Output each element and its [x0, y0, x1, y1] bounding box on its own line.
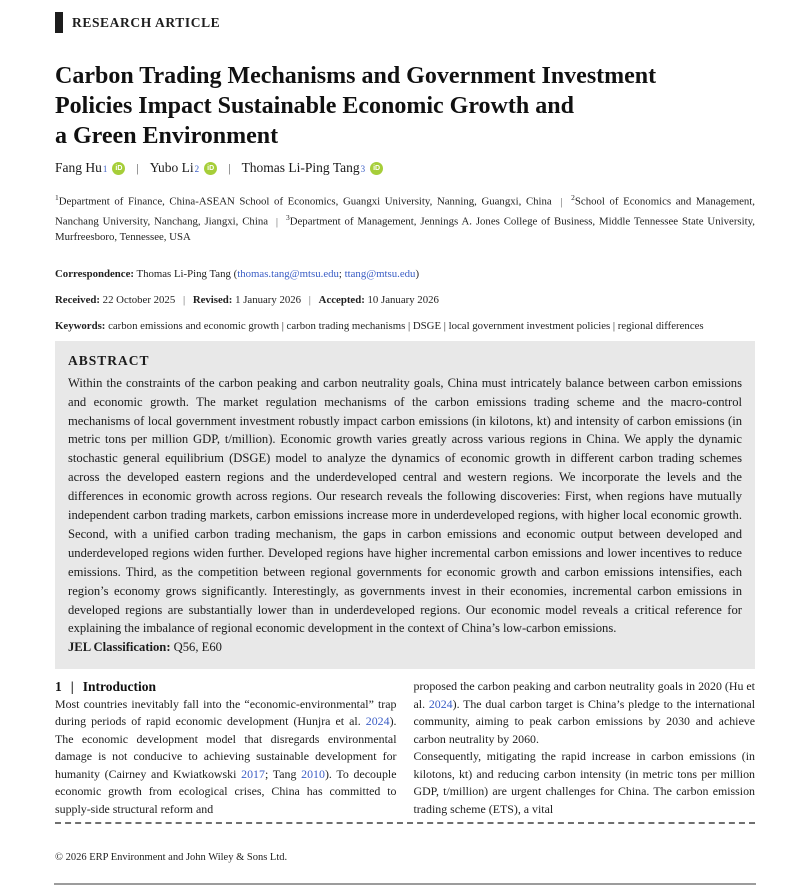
accepted-label: Accepted: — [318, 293, 365, 306]
jel-classification — [68, 638, 742, 657]
author-separator: | — [136, 160, 139, 175]
title-line-2: Policies Impact Sustainable Economic Growth and — [55, 93, 574, 119]
affiliation-text: Department of Management, Jennings A. Jones College of Business, Middle Tennessee State University, Murfreesboro, Tennessee, USA — [55, 215, 756, 244]
citation-link[interactable]: 2010 — [301, 766, 325, 781]
correspondence-line — [55, 267, 755, 281]
left-column — [55, 678, 397, 818]
title-line-1: Carbon Trading Mechanisms and Government Investment — [55, 63, 657, 89]
citation-link[interactable]: 2024 — [365, 714, 390, 729]
page-bottom-rule — [54, 883, 756, 885]
introduction-columns — [55, 678, 755, 818]
author-2 — [150, 160, 199, 176]
author-separator: | — [228, 160, 231, 175]
header-accent-bar — [55, 12, 63, 33]
article-type-header — [55, 12, 755, 33]
section-number: 1 — [55, 679, 62, 695]
history-dates-line — [55, 293, 755, 307]
correspondence-email-2[interactable]: ttang@mtsu.edu — [344, 267, 416, 280]
paper-title — [55, 61, 755, 151]
paren: ) — [415, 267, 420, 280]
author-name: Thomas Li-Ping Tang — [241, 160, 360, 175]
correspondence-label: Correspondence: — [55, 267, 134, 280]
affiliation-separator: | — [275, 215, 279, 228]
jel-value: Q56, E60 — [170, 640, 222, 655]
intro-paragraph-right-2: Consequently, mitigating the rapid increase in carbon emissions (in kilotons, kt) and reducing carbon intensity (in metric tons per million GDP, t/million) are urgent challenges for China. The carbon emission trading scheme (ETS), a vital — [413, 749, 755, 816]
author-affiliation-sup: 1 — [102, 164, 108, 174]
affiliation-sup: 2 — [571, 193, 575, 202]
affiliations — [55, 190, 755, 246]
affiliation-text: Department of Finance, China-ASEAN School of Economics, Guangxi University, Nanning, Guangxi, China — [58, 195, 552, 208]
author-affiliation-sup: 2 — [194, 164, 200, 174]
correspondence-email-1[interactable]: thomas.tang@mtsu.edu — [237, 267, 339, 280]
author-name: Yubo Li — [149, 160, 194, 175]
intro-paragraph-left: Most countries inevitably fall into the “economic-environmental” trap during periods of rapid economic development (Hunjra et al. 2024). The economic development model that disregards environmental damage is not conducive to achieving sustainable development for humanity (Cairney and Kwiatkowski 2017; Tang 2010). To decouple economic growth from ecological crises, China has committed to supply-side structural reform and — [55, 696, 397, 816]
author-3 — [242, 160, 366, 176]
orcid-icon[interactable]: iD — [204, 162, 217, 175]
date-separator: | — [182, 293, 186, 306]
received-label: Received: — [55, 293, 100, 306]
section-1-heading — [55, 678, 397, 696]
received-date: 22 October 2025 — [99, 293, 176, 306]
citation-link[interactable]: 2024 — [428, 696, 453, 711]
revised-label: Revised: — [192, 293, 233, 306]
title-line-3: a Green Environment — [55, 123, 279, 149]
author-byline — [55, 160, 755, 176]
citation-link[interactable]: 2017 — [241, 766, 265, 781]
paren: ( — [233, 267, 238, 280]
abstract-card — [55, 341, 755, 670]
affiliation-sup: 1 — [55, 193, 59, 202]
revised-date: 1 January 2026 — [232, 293, 302, 306]
abstract-body: Within the constraints of the carbon peaking and carbon neutrality goals, China must intricately balance between carbon emissions and economic growth. The market regulation mechanisms of the carbon emissions trading scheme and the macro-control mechanisms of local government investment robustly impact carbon emissions (in kilotons, kt) and intensity of carbon emissions (in metric tons per million GDP, t/million). Economic growth varies greatly across various regions in China. We apply the dynamic stochastic general equilibrium (DSGE) model to analyze the dynamics of economic growth in different carbon trading schemes across the developed eastern regions and the underdeveloped central and western regions. We incorporate the levels and the differences in economic growth across regions. Our research reveals the following discoveries: First, when regions have mutually independent carbon trading markets, carbon emissions increase more in underdeveloped regions, with higher local economic growth. Second, with a unified carbon trading mechanism, the gaps in carbon emissions and economic output between developed and underdeveloped regions widen further. Developed regions have higher incremental carbon emissions and lower incentives to reduce emissions. Third, as the competition between regional governments for economic growth and carbon emissions intensifies, each region’s economy grows significantly. Interestingly, as governments invest in their economies, incremental carbon emissions in developed regions are substantially lower than in underdeveloped regions. Our economic model reveals a critical reference for explaining the imbalance of regional economic development in the context of China’s low-carbon emissions. — [68, 375, 742, 636]
copyright-notice: © 2026 ERP Environment and John Wiley & Sons Ltd. — [55, 852, 288, 863]
abstract-heading: ABSTRACT — [68, 352, 150, 368]
jel-label: JEL Classification: — [68, 640, 171, 655]
author-name: Fang Hu — [55, 160, 102, 175]
affiliation-separator: | — [560, 195, 563, 208]
keywords-label: Keywords: — [55, 319, 106, 332]
correspondence-name: Thomas Li-Ping Tang — [133, 267, 234, 280]
author-1 — [55, 160, 107, 176]
footer-dashed-rule — [55, 822, 755, 824]
email-separator: ; — [338, 267, 345, 280]
right-column — [414, 678, 756, 818]
keywords-line — [55, 319, 755, 333]
orcid-icon[interactable]: iD — [370, 162, 383, 175]
article-type-label: RESEARCH ARTICLE — [72, 14, 221, 30]
section-separator: | — [70, 679, 74, 695]
keywords-text: carbon emissions and economic growth | carbon trading mechanisms | DSGE | local government investment policies | regional differences — [105, 319, 704, 332]
intro-paragraph-right-1: proposed the carbon peaking and carbon neutrality goals in 2020 (Hu et al. 2024). The dual carbon target is China’s pledge to the international community, aiming to peak carbon emissions by 2030 and achieve carbon neutrality by 2060. — [413, 679, 755, 746]
orcid-icon[interactable]: iD — [112, 162, 125, 175]
affiliation-text: School of Economics and Management, Nanchang University, Nanchang, Jiangxi, China — [55, 195, 755, 228]
date-separator: | — [308, 293, 311, 306]
accepted-date: 10 January 2026 — [364, 293, 439, 306]
affiliation-sup: 3 — [285, 213, 290, 223]
author-affiliation-sup: 3 — [360, 164, 366, 174]
section-title: Introduction — [82, 679, 157, 695]
